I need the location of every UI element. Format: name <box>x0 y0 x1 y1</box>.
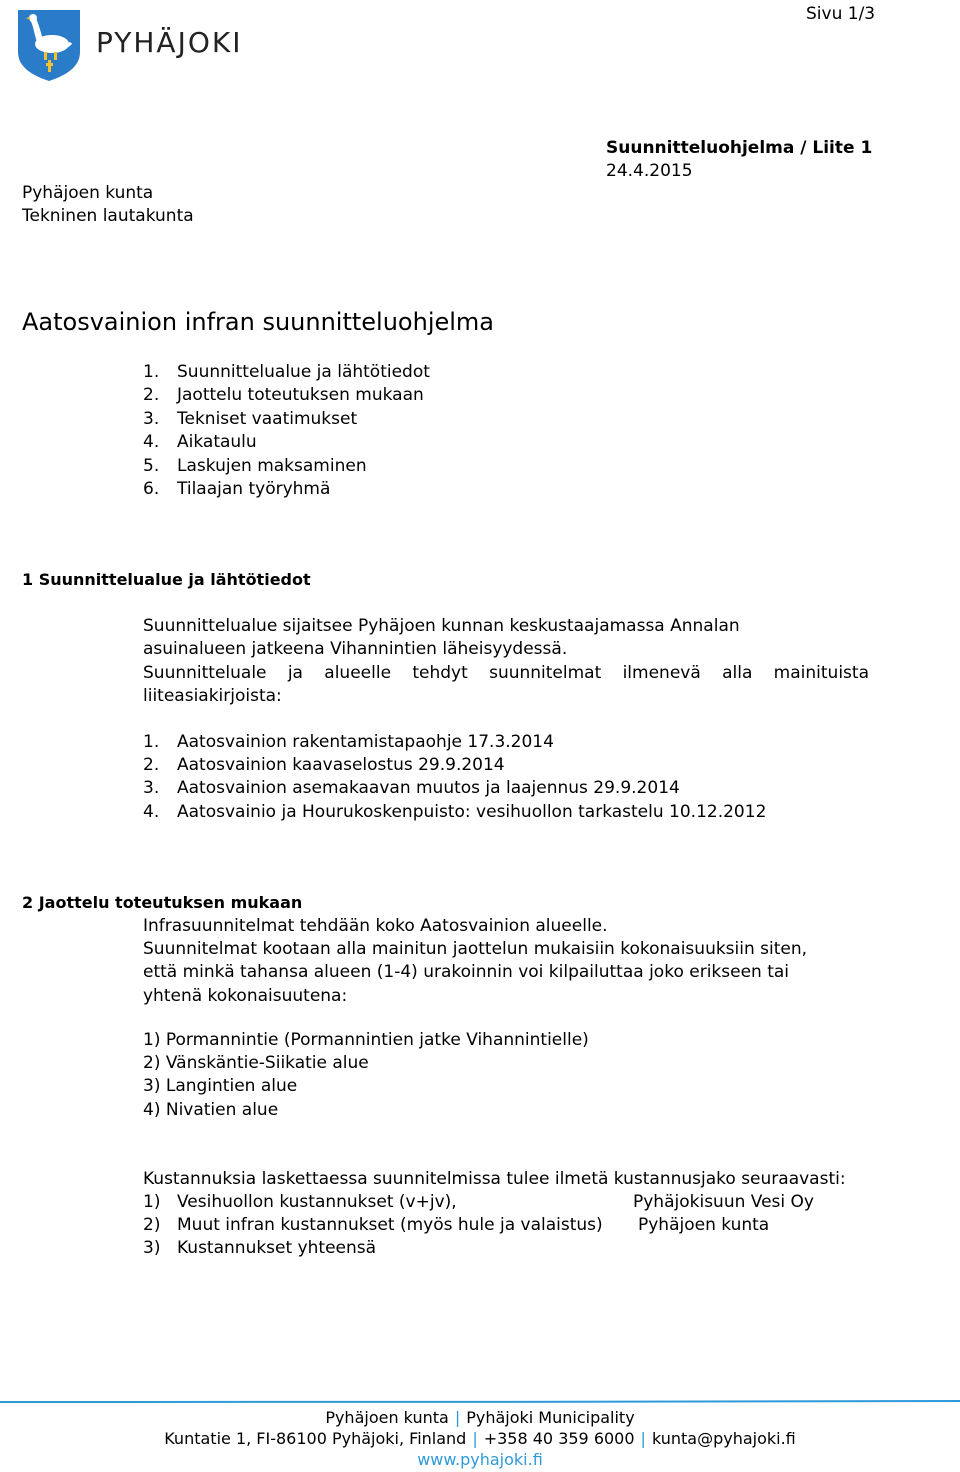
cost-allocation-intro: Kustannuksia laskettaessa suunnitelmissa tulee ilmetä kustannusjako seuraavasti: <box>143 1169 846 1189</box>
footer-org-fi: Pyhäjoen kunta <box>325 1408 449 1427</box>
organization-block <box>22 182 194 228</box>
footer-separator: | <box>454 1408 461 1427</box>
cost-payer: Pyhäjokisuun Vesi Oy <box>633 1192 814 1212</box>
document-date: 24.4.2015 <box>606 161 693 181</box>
section-1-paragraph-1: Suunnittelualue sijaitsee Pyhäjoen kunnan keskustaajamassa Annalan asuinalueen jatkeena Vihannintien läheisyydessä. <box>143 616 740 660</box>
toc-number: 5. <box>143 455 160 476</box>
footer-organization <box>0 1407 960 1428</box>
cost-payer: Pyhäjoen kunta <box>638 1215 770 1236</box>
toc-item <box>143 408 430 431</box>
toc-item <box>143 478 430 501</box>
document-label: Suunnitteluohjelma / Liite 1 <box>606 138 873 158</box>
toc-number: 2. <box>143 385 160 406</box>
attachment-item <box>143 754 766 777</box>
cost-label: Muut infran kustannukset (myös hule ja valaistus) <box>177 1215 603 1236</box>
attachment-list <box>143 731 766 824</box>
toc-label: Tilaajan työryhmä <box>177 479 331 500</box>
toc-label: Suunnittelualue ja lähtötiedot <box>177 362 430 382</box>
footer-address: Kuntatie 1, FI-86100 Pyhäjoki, Finland <box>164 1429 467 1448</box>
attachment-item <box>143 777 766 800</box>
section-1-heading: 1 Suunnittelualue ja lähtötiedot <box>22 570 311 589</box>
cost-number: 3) <box>143 1238 161 1259</box>
cost-item <box>143 1237 883 1260</box>
cost-label: Kustannukset yhteensä <box>177 1238 377 1259</box>
table-of-contents <box>143 361 430 501</box>
logo-wordmark: PYHÄJOKI <box>96 26 243 59</box>
cost-item <box>143 1191 883 1214</box>
toc-label: Aikataulu <box>177 432 257 453</box>
footer-website-link[interactable]: www.pyhajoki.fi <box>417 1450 543 1469</box>
attachment-number: 2. <box>143 755 160 776</box>
attachment-label: Aatosvainion asemakaavan muutos ja laajennus 29.9.2014 <box>177 778 680 799</box>
footer-contact <box>0 1428 960 1449</box>
toc-item <box>143 384 430 407</box>
footer-org-en: Pyhäjoki Municipality <box>466 1408 635 1427</box>
footer-divider <box>0 1389 960 1393</box>
cost-label: Vesihuollon kustannukset (v+jv), <box>177 1192 457 1212</box>
attachment-label: Aatosvainion kaavaselostus 29.9.2014 <box>177 755 505 776</box>
attachment-number: 3. <box>143 778 160 799</box>
toc-number: 6. <box>143 479 160 500</box>
toc-label: Tekniset vaatimukset <box>177 408 358 429</box>
section-2-line-1: Infrasuunnitelmat tehdään koko Aatosvainion alueelle. <box>143 916 608 936</box>
attachment-label: Aatosvainion rakentamistapaohje 17.3.2014 <box>177 732 554 752</box>
footer-phone: +358 40 359 6000 <box>483 1429 635 1448</box>
toc-number: 1. <box>143 362 160 382</box>
cost-number: 2) <box>143 1215 161 1236</box>
area-item: 2) Vänskäntie-Siikatie alue <box>143 1053 369 1074</box>
cost-number: 1) <box>143 1192 161 1212</box>
area-item: 3) Langintien alue <box>143 1076 298 1097</box>
cost-item <box>143 1214 883 1237</box>
municipality-crest-logo <box>16 8 82 82</box>
attachment-item <box>143 731 766 754</box>
organization-name: Pyhäjoen kunta <box>22 183 154 203</box>
footer-separator: | <box>472 1429 478 1448</box>
cost-allocation-list <box>143 1191 883 1261</box>
footer-email-link[interactable]: kunta@pyhajoki.fi <box>651 1429 796 1448</box>
toc-item <box>143 431 430 454</box>
section-2-heading: 2 Jaottelu toteutuksen mukaan <box>22 893 303 912</box>
attachment-label: Aatosvainio ja Hourukoskenpuisto: vesihuollon tarkastelu 10.12.2012 <box>177 801 767 822</box>
toc-number: 4. <box>143 432 160 453</box>
organization-board: Tekninen lautakunta <box>22 206 194 226</box>
attachment-item <box>143 801 766 824</box>
footer-separator: | <box>640 1429 646 1448</box>
page-number: Sivu 1/3 <box>806 4 876 24</box>
page-title: Aatosvainion infran suunnitteluohjelma <box>22 308 495 336</box>
toc-label: Jaottelu toteutuksen mukaan <box>177 385 424 406</box>
area-item: 4) Nivatien alue <box>143 1099 279 1120</box>
area-item: 1) Pormannintie (Pormannintien jatke Vihannintielle) <box>143 1030 589 1050</box>
toc-item <box>143 455 430 478</box>
attachment-number: 1. <box>143 732 160 752</box>
area-division-list <box>143 1029 589 1122</box>
attachment-number: 4. <box>143 801 160 822</box>
toc-number: 3. <box>143 408 160 429</box>
toc-label: Laskujen maksaminen <box>177 455 367 476</box>
section-2-paragraph: Suunnitelmat kootaan alla mainitun jaottelun mukaisiin kokonaisuuksiin siten, että minkä tahansa alueen (1-4) urakoinnin voi kilpailuttaa joko erikseen tai yhtenä kokonaisuutena: <box>143 939 808 1006</box>
toc-item <box>143 361 430 384</box>
section-1-paragraph-2: Suunnitteluale ja alueelle tehdyt suunnitelmat ilmenevä alla mainituista liiteasiakirjoista: <box>143 663 869 707</box>
